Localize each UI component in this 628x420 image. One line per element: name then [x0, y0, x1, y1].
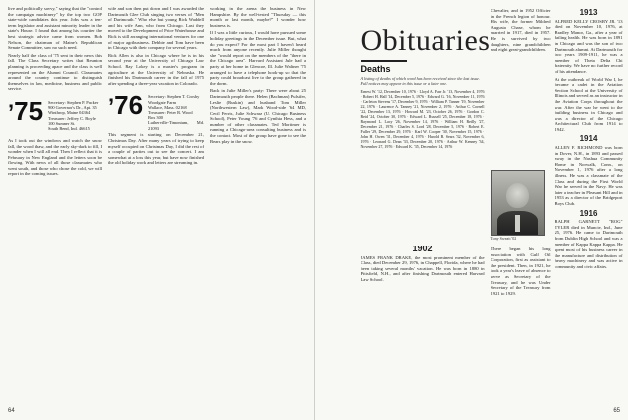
obit-1902-section — [361, 246, 485, 285]
col-a-bottom-text: As I took out the windows and watch the snow fall, the wood thaw, and the early sky-dark to fill, I wonder when I will all end. Then I reflect that it is February in New England and the letters soon be flowing. With news of all those classmates who went south, and those who chose the cold, we will report in the coming issues. — [8, 137, 102, 177]
right-column-years — [555, 6, 623, 402]
secretary-line: Secretary: Stephen T. Crosby — [148, 94, 200, 100]
deaths-intro: A listing of deaths of which word has been received since the last issue. Full notices may appear in this issue or a later one. — [360, 76, 480, 86]
treasurer-line: Treasurer: Peter R. Wood — [148, 109, 193, 115]
address-line: 900 Governor's Dr., Apt. 35 — [48, 105, 97, 111]
year-header-1902: 1902 — [412, 246, 433, 253]
right-column-mid — [491, 8, 551, 164]
page-number-right: 65 — [613, 408, 620, 414]
col-b-mid-text: Rick Allen is also in Chicago where he is in his second year at the University of Chicago Law School. Ray Lokey is a master's program in agriculture at the University of Nebraska. He finished his Dartmouth career in the fall of 1975 after spending a three-year vacation in Colorado. — [108, 52, 204, 86]
col-a-top-text: live and politically savvy," saying that the "control the campaign machinery" by the top two GOP state-wide candidates this year. Jobs was a ten-term legislator and assistant minority leader in the state's House. I found that among his courtier the best strategic advice came from women. Bob Nelson, the chairman of Maine's Republican Senate Committee, saw no such need. — [8, 6, 102, 51]
address-line: Box 300 — [148, 115, 164, 121]
deaths-list: Ernest W. '12, December 10, 1976 · Lloyd A. Farr Jr. '13, November 4, 1976 · Robert H. Hall '14, December 5, 1976 · Edward G. '16, November 11, 1976 · Carleton Stevens '17, December 9, 1976 · William P. Tanner '19, November 22, 1976 · Laurence A. Tanney '21, November 2, 1976 · Arthur C. Cornell '22, December 13, 1976 · Howard M. '23, October 26, 1976 · Gordon C. Reid '24, October 30, 1976 · Edward L. Russell '25, December 18, 1976 · Raymond L. Lacy '26, November 14, 1976 · William H. Reilly '27, December 21, 1976 · Charles S. Lord '28, December 5, 1976 · Robert E. Fuller '29, December 29, 1976 · Karl W. Cooper '30, November 15, 1976 · John H. Owen '31, December 4, 1976 · Harold B. Sears '32, November 6, 1976 · Leonard G. Dean '33, December 20, 1976 · Arthur W. Kenney '34, November 27, 1976 · Edward K. '35, December 14, 1976 — [360, 89, 485, 149]
obit-1913-text: ALFRED KELLY CROSBY JR. '13 died on November 10, 1976, at Bradley Manor, Ga., after a year of failing health. He was born in 1891 in Chicago and was the son of two Dartmouth alumni. At Dartmouth for two years 1909-1911, he was a member of Theta Delta Chi fraternity. We have no further record of his attendance. — [554, 18, 623, 74]
photo-caption: Tony Sweatt '02 — [490, 236, 517, 241]
class-76-header — [108, 90, 204, 131]
col-b-bottom-text: This segment is starting on December 21, Christmas Day. After many years of trying to keep myself occupied on Christmas Day, I did the rest of a couple of parties out to see the concert. I am somewhat at a loss this year, but have now finished the old holiday work and letters are streaming in. — [108, 132, 204, 166]
class-year-76: ’76 — [108, 90, 144, 121]
address-line: South Bend, Ind. 46615 — [48, 125, 90, 131]
deaths-heading: Deaths — [360, 64, 391, 74]
col-c-top-text: working in the arena the business in New Hampshire. By the well-tested "Thursday — this month or last month, maybe?" I wonder how business is. — [210, 6, 306, 28]
col-a-mid-text: Nearly half the class of '75 sent in their news this fall. The Class Secretary writes that Reunion planning is proceeding apace and the class is well represented on the Alumni Council. Classmates around the country continue to distinguish themselves in law, medicine, business and public service. — [8, 52, 102, 92]
address-line: Winthrop, Maine 04364 — [48, 110, 91, 116]
class-year-75: ’75 — [8, 95, 44, 126]
left-column-2 — [108, 6, 204, 402]
page-number-left: 64 — [8, 408, 15, 414]
treasurer-line: Treasurer: Jeffrey C. Boyle — [48, 115, 96, 121]
right-page — [315, 0, 628, 420]
class-75-contacts — [48, 100, 98, 131]
col-c-mid-text: If I was a little curious, I would have pursued some holiday greetings in the December issue. But, what do you expect? For the most part I haven't heard much from anyone recently. Julie Miller thought she "would report on the members of the "there in the Chicago area". Harvard Assistant Jule had a party at her home in Glencoe, Ill. Julie Waltner '75 arranged to have a telephone hook-up so that the party could broadcast live to the group gathered in the dorm. — [210, 30, 306, 86]
address-line: 100 Sumner St. — [48, 120, 76, 126]
class-75-header — [8, 95, 102, 134]
obit-1916-text: RALPH GARNETT "ROG" TYLER died in Muncie, Ind., June 25, 1976. He came to Dartmouth from Dublin High School and was a member of Kappa Kappa Kappa. He spent most of his business career in the manufacture and distribution of heavy machinery and was active in community and civic affairs. — [554, 219, 623, 269]
col-c-bottom-text: Back in Julie Miller's party: There were about 25 Dartmouth people there. Helen (Bachman) Pulsifer, Leslie (Ruskin) and husband Tom Miller (Northwestern Law), Mark Wood-side '64 MD, Cecil Ferris, Julie Schwarz (U. Chicago Business School), Peter Young '76 and Cynthia Hess, and a number of other classmates. Ted Mortimer is running a Chicago-area consulting business and is the contact. Most of the group have gone to see the Bears play in the snow. — [210, 88, 306, 144]
deaths-listing — [361, 64, 485, 149]
address-line: Wallace, Mass. 02168 — [148, 104, 187, 110]
year-header-1916: 1916 — [579, 208, 598, 218]
class-76-contacts — [148, 94, 204, 130]
year-header-1914: 1914 — [579, 134, 598, 144]
year-header-1913: 1913 — [579, 8, 598, 17]
left-column-1 — [8, 6, 102, 402]
obituaries-title: Obituaries — [360, 24, 491, 57]
secretary-line: Secretary: Stephen P. Packer — [48, 99, 99, 105]
address-line: Lutherville-Timonium, Md. 21093 — [148, 120, 204, 131]
address-line: Woodgate Farm — [148, 99, 177, 105]
text-under-photo: There began his long association with Gulf Oil Corporation, first as assistant to the president. Then, in 1921, he took a year's leave of absence to serve as Secretary of the Treasury, and he was Under Secretary of the Treasury from 1921 to 1929. — [490, 246, 551, 296]
obit-1913-text-b: At the outbreak of World War I, he became a cadet in the Aviation Section School at the University of Illinois and served as an instructor in the Aviation Corps throughout the war. After the war he went to the building business in Chicago and was a director of the Chicago Architectural Club from 1914 to 1942. — [554, 76, 623, 132]
left-column-3 — [210, 6, 306, 402]
title-rule — [361, 60, 407, 62]
obituary-portrait-photo — [491, 170, 545, 236]
right-col2-text: Chevalier, and in 1952 Officier in the French legion of honour. His wife, the former Mildred Augusta Chase, whom he married in 1917, died in 1957. He is survived by two daughters, nine grandchildren and eight great-grandchildren. — [490, 8, 551, 53]
col-b-top-text: wife and son then put down and I was awarded the Dartmouth Glee Club singing two verses of "Men of Dartmouth." Who else but young Rick Waddell and his wife Ann, who from Chicago. Last they moved to the Development of Price Waterhouse and Rick is still arranging international ventures for one of major agribusiness. Debbie and Tom have been in Chicago with their company for several years. — [108, 6, 204, 51]
obit-1914-text: ALLEN F. RICHMOND was born in Dover, N.H., in 1893 and passed away in the Nashua Community Home in Norwalk, Conn., on November 1, 1976 after a long illness. He was a classmate of the Class and during the First World War he served in the Navy. He was later a teacher in Pleasant Hill and in 1953 as a director of the Bridgeport Boys Club. — [554, 145, 623, 206]
obit-1902-text: JAMES FRANK DRAKE, the most prominent member of the Class, died December 29, 1976, in Chappell, Florida, where he had been taking several months' vacation. He was born in 1880 in Pittsfield, N.H., and after finishing Dartmouth entered Harvard Law School. — [360, 254, 485, 282]
